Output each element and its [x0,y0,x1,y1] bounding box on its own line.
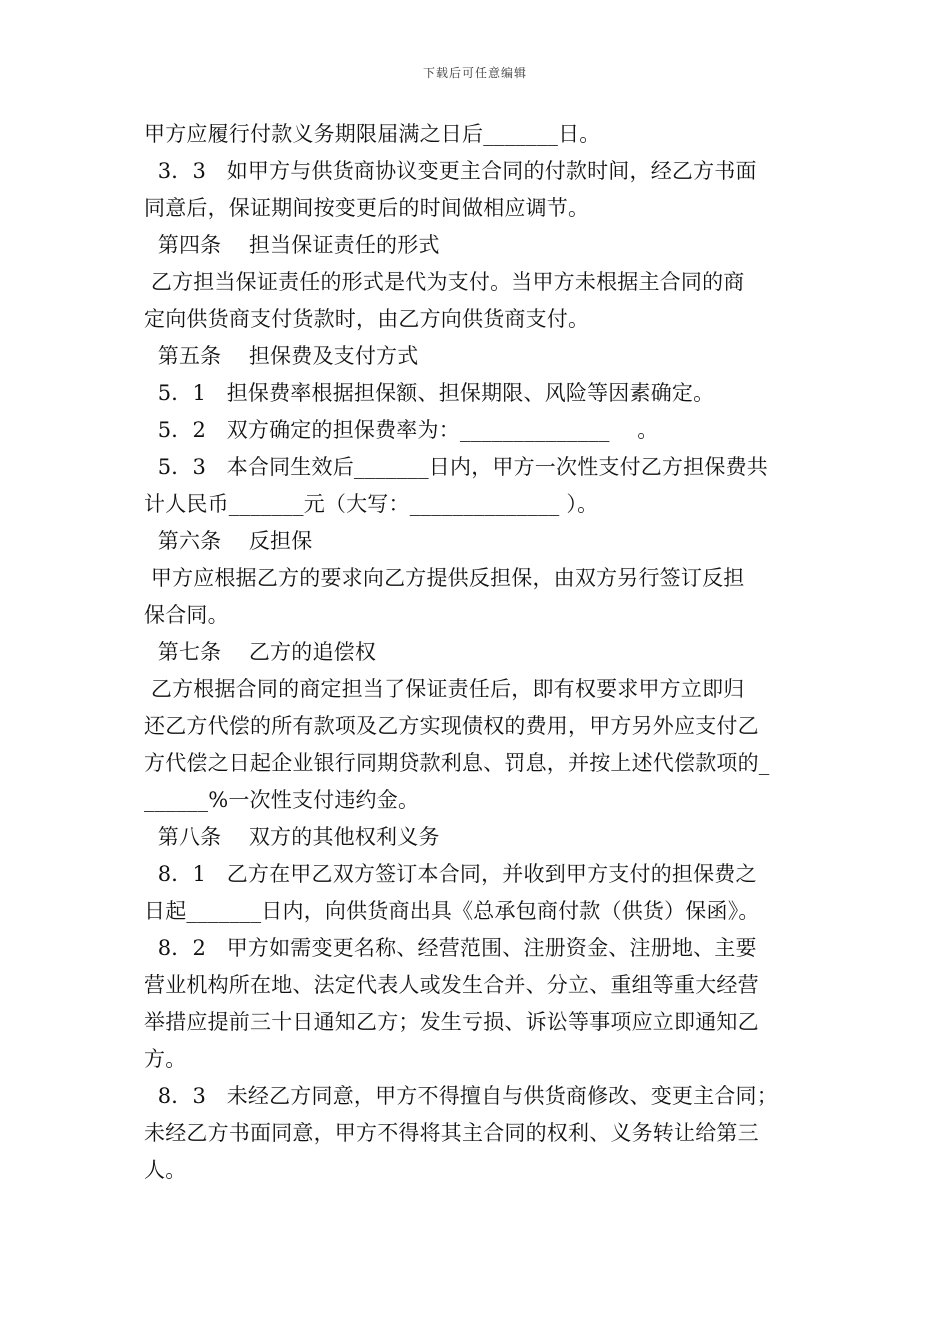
text-line: 同意后，保证期间按变更后的时间做相应调节。 [144,196,590,220]
clause-5-1: 5．1 担保费率根据担保额、担保期限、风险等因素确定。 [144,381,715,405]
text-line: 计人民币_______元（大写：______________ ）。 [144,492,599,516]
text-line: 甲方应根据乙方的要求向乙方提供反担保，由双方另行签订反担 [144,566,745,590]
page-header: 下载后可任意编辑 [422,66,527,80]
text-line: 保合同。 [144,603,229,627]
clause-8-2: 8．2 甲方如需变更名称、经营范围、注册资金、注册地、主要 [144,936,757,960]
text-line: 定向供货商支付货款时，由乙方向供货商支付。 [144,307,590,331]
text-line: 日起_______日内，向供货商出具《总承包商付款（供货）保函》。 [144,899,760,923]
article-4-heading: 第四条 担当保证责任的形式 [144,233,440,257]
text-line: 营业机构所在地、法定代表人或发生合并、分立、重组等重大经营 [144,973,759,997]
article-6-heading: 第六条 反担保 [144,529,313,553]
article-7-heading: 第七条 乙方的追偿权 [144,640,377,664]
text-line: ______%一次性支付违约金。 [144,788,420,812]
clause-5-2: 5．2 双方确定的担保费率为：______________ 。 [144,418,659,442]
article-5-heading: 第五条 担保费及支付方式 [144,344,419,368]
text-line: 方代偿之日起企业银行同期贷款利息、罚息，并按上述代偿款项的_ [144,751,770,775]
clause-3-3: 3．3 如甲方与供货商协议变更主合同的付款时间，经乙方书面 [144,159,757,183]
text-line: 方。 [144,1047,187,1071]
text-line: 人。 [144,1158,187,1182]
clause-8-1: 8．1 乙方在甲乙双方签订本合同，并收到甲方支付的担保费之 [144,862,757,886]
clause-8-3: 8．3 未经乙方同意，甲方不得擅自与供货商修改、变更主合同； [144,1084,778,1108]
text-line: 举措应提前三十日通知乙方；发生亏损、诉讼等事项应立即通知乙 [144,1010,759,1034]
text-line: 乙方担当保证责任的形式是代为支付。当甲方未根据主合同的商 [144,270,745,294]
document-body [144,116,814,1189]
text-line: 还乙方代偿的所有款项及乙方实现债权的费用，甲方另外应支付乙 [144,714,759,738]
text-line: 未经乙方书面同意，甲方不得将其主合同的权利、义务转让给第三 [144,1121,759,1145]
clause-5-3: 5．3 本合同生效后_______日内，甲方一次性支付乙方担保费共 [144,455,768,479]
article-8-heading: 第八条 双方的其他权利义务 [144,825,440,849]
text-line: 甲方应履行付款义务期限届满之日后_______日。 [144,122,601,146]
text-line: 乙方根据合同的商定担当了保证责任后，即有权要求甲方立即归 [144,677,745,701]
